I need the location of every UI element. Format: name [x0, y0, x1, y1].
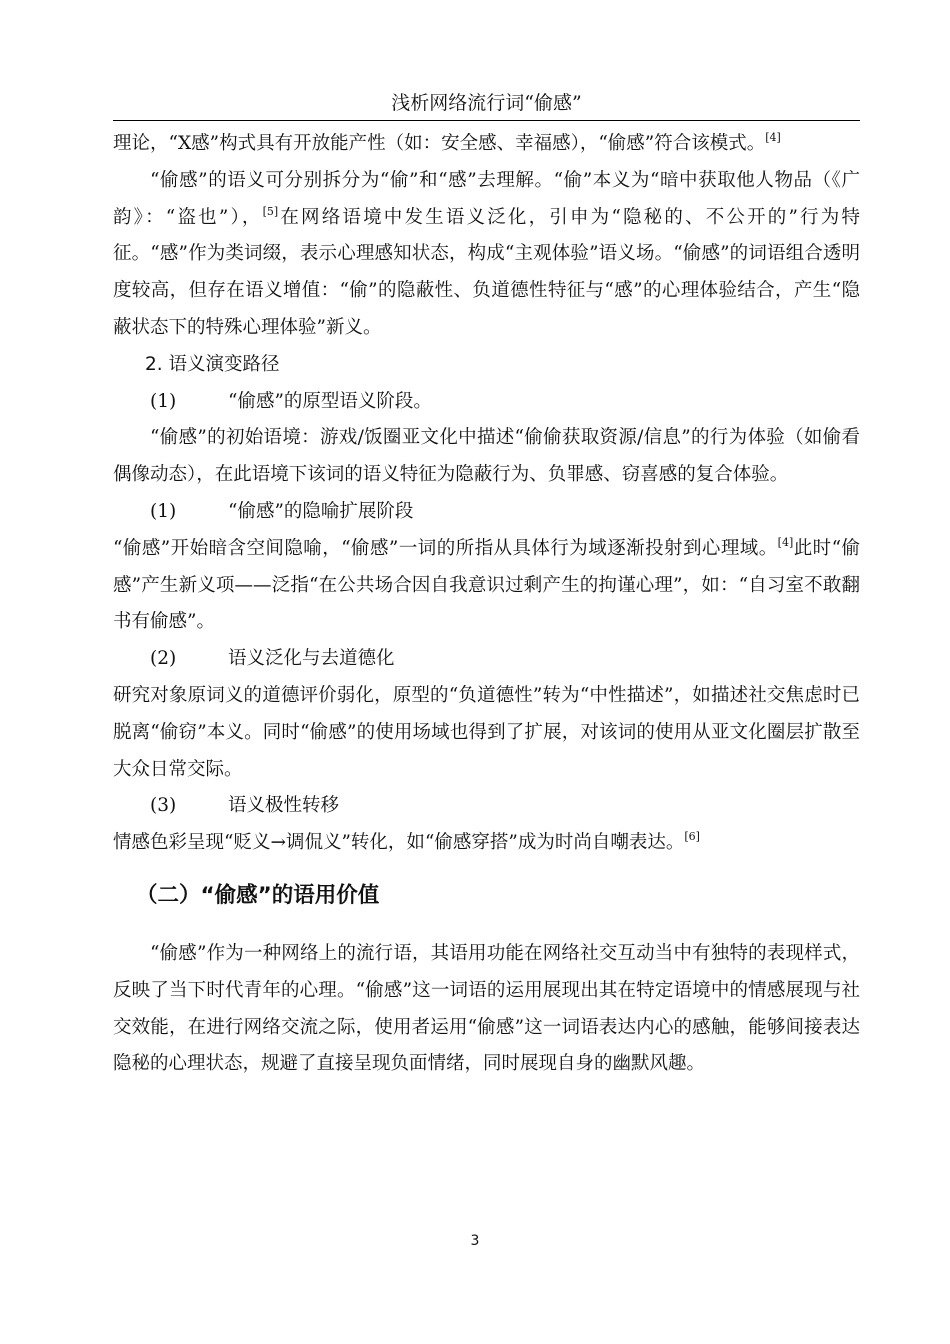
citation: [4]: [765, 131, 781, 144]
page-number: 3: [470, 1233, 480, 1249]
paragraph-5: 研究对象原词义的道德评价弱化，原型的“负道德性”转为“中性描述”，如描述社交焦虑时已脱离“偷窃”本义。同时“偷感”的使用场域也得到了扩展，对该词的使用从亚文化圈层扩散至大众日常交际。: [113, 684, 860, 780]
page-body: [113, 126, 860, 1083]
paragraph-6: [113, 825, 860, 862]
citation: [4]: [777, 535, 794, 549]
paragraph-text: 在网络语境中发生语义泛化，引申为“隐秘的、不公开的”行为特征。“感”作为类词缀，表示心理感知状态，构成“主观体验”语义场。“偷感”的词语组合透明度较高，但存在语义增值：“偷”的隐蔽性、负道德性特征与“感”的心理体验结合，产生“隐蔽状态下的特殊心理体验”新义。: [113, 206, 860, 338]
paragraph-1: [113, 126, 860, 163]
list-label: 语义极性转移: [228, 795, 340, 817]
list-number: (1): [150, 500, 177, 522]
section-heading: 2. 语义演变路径: [145, 353, 280, 375]
subsection-heading: （二）“偷感”的语用价值: [136, 882, 380, 908]
paragraph-3: “偷感”的初始语境：游戏/饭圈亚文化中描述“偷偷获取资源/信息”的行为体验（如偷看偶像动态），在此语境下该词的语义特征为隐蔽行为、负罪感、窃喜感的复合体验。: [113, 427, 860, 486]
paragraph-text: “偷感”开始暗含空间隐喻，“偷感”一词的所指从具体行为域逐渐投射到心理域。: [113, 537, 778, 559]
list-label: “偷感”的隐喻扩展阶段: [228, 500, 414, 522]
list-item: [113, 788, 860, 825]
list-label: “偷感”的原型语义阶段。: [228, 390, 432, 412]
list-number: (3): [150, 795, 177, 817]
list-item: [113, 641, 860, 678]
list-item: [113, 384, 860, 421]
citation: [5]: [262, 204, 279, 218]
paragraph-text: 情感色彩呈现“贬义→调侃义”转化，如“偷感穿搭”成为时尚自嘲表达。: [113, 832, 685, 854]
paragraph-2: [113, 163, 860, 347]
citation: [6]: [684, 830, 700, 844]
list-label: 语义泛化与去道德化: [228, 648, 395, 670]
list-number: (1): [150, 390, 177, 412]
running-header: 浅析网络流行词“偷感”: [113, 86, 860, 121]
list-item: [113, 494, 860, 531]
paragraph-4: [113, 531, 860, 641]
paragraph-7: “偷感”作为一种网络上的流行语，其语用功能在网络社交互动当中有独特的表现样式，反映了当下时代青年的心理。“偷感”这一词语的运用展现出其在特定语境中的情感展现与社交效能，在进行网络交流之际，使用者运用“偷感”这一词语表达内心的感触，能够间接表达隐秘的心理状态，规避了直接呈现负面情绪，同时展现自身的幽默风趣。: [113, 942, 860, 1075]
paragraph-text: 此时“偷感”产生新义项——泛指“在公共场合因自我意识过剩产生的拘谨心理”，如：“自习室不敢翻书有偷感”。: [113, 537, 860, 633]
paragraph-text: 理论，“X感”构式具有开放能产性（如：安全感、幸福感），“偷感”符合该模式。: [113, 133, 766, 154]
list-number: (2): [150, 648, 177, 670]
paragraph-text: “偷感”的语义可分别拆分为“偷”和“感”去理解。“偷”本义为“暗中获取他人物品（《广韵》：“盗也”），: [113, 169, 860, 228]
